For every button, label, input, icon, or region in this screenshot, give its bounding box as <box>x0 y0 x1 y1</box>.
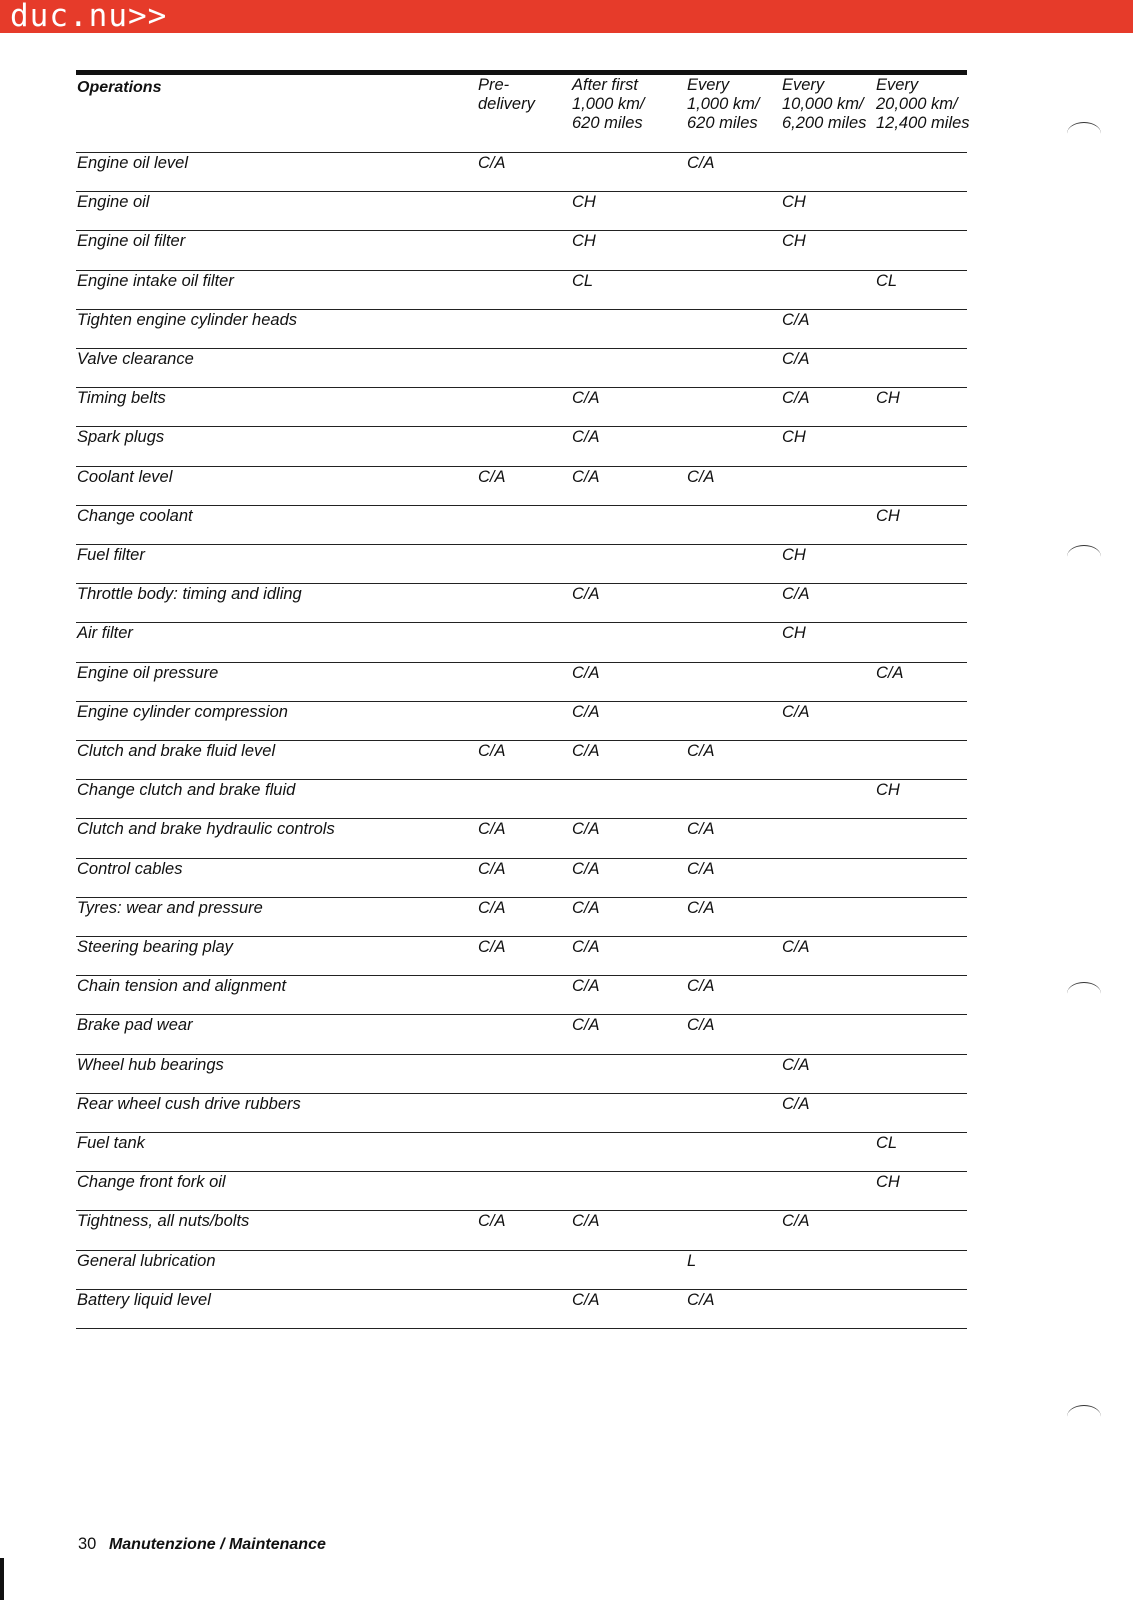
footer-title: Manutenzione / Maintenance <box>108 1536 326 1553</box>
interval-code: C/A <box>782 389 810 408</box>
column-header-operations <box>77 78 161 97</box>
table-row <box>76 1289 967 1330</box>
interval-code: C/A <box>572 859 600 878</box>
table-row <box>76 858 967 899</box>
operation-name: Coolant level <box>77 467 173 486</box>
interval-code: C/A <box>478 898 506 917</box>
column-header-line: After first <box>572 76 639 94</box>
column-header-5 <box>876 76 970 133</box>
table-row <box>76 622 967 663</box>
table-top-rule <box>76 70 967 75</box>
scan-edge-mark <box>0 1558 4 1600</box>
interval-code: CH <box>876 506 900 525</box>
column-header-line: 10,000 km/ <box>782 95 864 113</box>
operation-name: Valve clearance <box>77 350 194 368</box>
interval-code: C/A <box>572 663 600 682</box>
operation-name: Rear wheel cush drive rubbers <box>77 1094 301 1113</box>
column-header-3 <box>687 76 759 133</box>
operation-name: Chain tension and alignment <box>77 977 287 996</box>
table-row <box>76 309 967 350</box>
operation-name: Engine oil <box>77 193 150 212</box>
interval-code: CH <box>876 1173 900 1192</box>
table-row <box>76 466 967 507</box>
interval-code: C/A <box>687 820 715 839</box>
table-row <box>76 191 967 232</box>
interval-code: C/A <box>687 1016 715 1035</box>
operation-name: Change coolant <box>77 506 193 525</box>
interval-code: C/A <box>687 859 715 878</box>
interval-code: CH <box>782 232 806 251</box>
interval-code: C/A <box>572 1212 600 1231</box>
operation-name: Throttle body: timing and idling <box>77 585 302 604</box>
operation-name: Battery liquid level <box>77 1290 211 1309</box>
interval-code: C/A <box>782 310 810 329</box>
interval-code: C/A <box>572 1016 600 1035</box>
table-row <box>76 387 967 428</box>
table-bottom-rule <box>76 1328 967 1329</box>
interval-code: CL <box>876 271 898 290</box>
column-header-line: Pre- <box>478 76 510 94</box>
table-row <box>76 662 967 703</box>
interval-code: C/A <box>687 467 715 486</box>
interval-code: C/A <box>572 702 600 721</box>
table-row <box>76 230 967 271</box>
interval-code: C/A <box>782 1055 810 1074</box>
operation-name: General lubrication <box>77 1251 216 1270</box>
interval-code: C/A <box>572 742 600 760</box>
interval-code: CL <box>876 1134 898 1152</box>
column-header-line: 620 miles <box>687 114 758 132</box>
interval-code: CH <box>572 193 596 212</box>
column-header-line: 1,000 km/ <box>687 95 760 113</box>
interval-code: C/A <box>478 859 506 878</box>
binder-hole-mark <box>1067 982 1101 1005</box>
operation-name: Wheel hub bearings <box>77 1055 224 1074</box>
binder-hole-mark <box>1067 1405 1101 1428</box>
table-row <box>76 818 967 859</box>
table-row <box>76 936 967 977</box>
table-row <box>76 1132 967 1173</box>
table-row <box>76 505 967 546</box>
operation-name: Change front fork oil <box>77 1173 226 1192</box>
interval-code: C/A <box>572 820 600 839</box>
interval-code: C/A <box>782 702 810 721</box>
page-footer <box>78 1535 326 1554</box>
operation-name: Tightness, all nuts/bolts <box>77 1212 250 1231</box>
page-number: 30 <box>78 1535 97 1553</box>
site-logo: duc.nu>> <box>10 0 168 34</box>
operation-name: Timing belts <box>77 389 166 408</box>
interval-code: C/A <box>687 898 715 917</box>
interval-code: C/A <box>572 389 600 408</box>
column-header-line: Operations <box>77 79 162 96</box>
column-header-line: 6,200 miles <box>782 114 867 132</box>
interval-code: CH <box>782 428 806 447</box>
column-header-line: 12,400 miles <box>876 114 970 132</box>
interval-code: C/A <box>478 820 506 839</box>
interval-code: C/A <box>687 742 715 760</box>
operation-name: Engine oil level <box>77 154 188 172</box>
top-banner <box>0 0 1133 33</box>
interval-code: C/A <box>572 977 600 996</box>
interval-code: CH <box>782 624 806 643</box>
operation-name: Air filter <box>77 624 133 643</box>
binder-hole-mark <box>1067 545 1101 568</box>
table-row <box>76 701 967 742</box>
operation-name: Engine cylinder compression <box>77 702 288 721</box>
column-header-line: 620 miles <box>572 114 643 132</box>
interval-code: C/A <box>572 467 600 486</box>
binder-hole-mark <box>1067 122 1101 145</box>
interval-code: C/A <box>782 585 810 604</box>
interval-code: C/A <box>687 154 715 172</box>
interval-code: C/A <box>782 1094 810 1113</box>
interval-code: C/A <box>478 467 506 486</box>
table-row <box>76 779 967 820</box>
interval-code: C/A <box>782 938 810 956</box>
table-row <box>76 583 967 624</box>
operation-name: Fuel tank <box>77 1134 145 1152</box>
operation-name: Tyres: wear and pressure <box>77 898 263 917</box>
operation-name: Clutch and brake hydraulic controls <box>77 820 335 839</box>
operation-name: Brake pad wear <box>77 1016 193 1035</box>
operation-name: Change clutch and brake fluid <box>77 781 296 800</box>
operation-name: Clutch and brake fluid level <box>77 742 276 760</box>
table-row <box>76 975 967 1016</box>
interval-code: CH <box>876 781 900 800</box>
interval-code: CH <box>782 193 806 212</box>
table-row <box>76 426 967 467</box>
operation-name: Engine oil pressure <box>77 663 219 682</box>
table-row <box>76 1171 967 1212</box>
operation-name: Engine oil filter <box>77 232 186 251</box>
column-header-4 <box>782 76 866 133</box>
interval-code: CH <box>876 389 900 408</box>
column-header-line: Every <box>782 76 825 94</box>
table-row <box>76 544 967 585</box>
table-row <box>76 897 967 938</box>
operation-name: Fuel filter <box>77 546 145 564</box>
table-row <box>76 1093 967 1134</box>
operation-name: Engine intake oil filter <box>77 271 234 290</box>
interval-code: C/A <box>687 977 715 996</box>
table-row <box>76 1054 967 1095</box>
interval-code: C/A <box>478 154 506 172</box>
table-row <box>76 152 967 193</box>
interval-code: C/A <box>572 898 600 917</box>
interval-code: CL <box>572 271 594 290</box>
interval-code: CH <box>782 546 806 564</box>
column-header-line: 20,000 km/ <box>876 95 958 113</box>
interval-code: C/A <box>478 742 506 760</box>
interval-code: C/A <box>687 1290 715 1309</box>
interval-code: C/A <box>572 1290 600 1309</box>
interval-code: L <box>687 1251 697 1270</box>
column-header-2 <box>572 76 644 133</box>
interval-code: C/A <box>876 663 904 682</box>
interval-code: CH <box>572 232 596 251</box>
operation-name: Steering bearing play <box>77 938 233 956</box>
operation-name: Control cables <box>77 859 183 878</box>
column-header-line: delivery <box>478 95 535 113</box>
table-row <box>76 1014 967 1055</box>
interval-code: C/A <box>572 938 600 956</box>
table-row <box>76 1250 967 1291</box>
interval-code: C/A <box>572 585 600 604</box>
operation-name: Spark plugs <box>77 428 165 447</box>
column-header-line: Every <box>687 76 730 94</box>
column-header-line: Every <box>876 76 919 94</box>
interval-code: C/A <box>478 938 506 956</box>
interval-code: C/A <box>572 428 600 447</box>
interval-code: C/A <box>782 1212 810 1231</box>
column-header-1 <box>478 76 535 114</box>
table-row <box>76 348 967 389</box>
operation-name: Tighten engine cylinder heads <box>77 310 298 329</box>
interval-code: C/A <box>782 350 810 368</box>
column-header-line: 1,000 km/ <box>572 95 645 113</box>
table-row <box>76 1210 967 1251</box>
table-row <box>76 740 967 781</box>
interval-code: C/A <box>478 1212 506 1231</box>
table-row <box>76 270 967 311</box>
